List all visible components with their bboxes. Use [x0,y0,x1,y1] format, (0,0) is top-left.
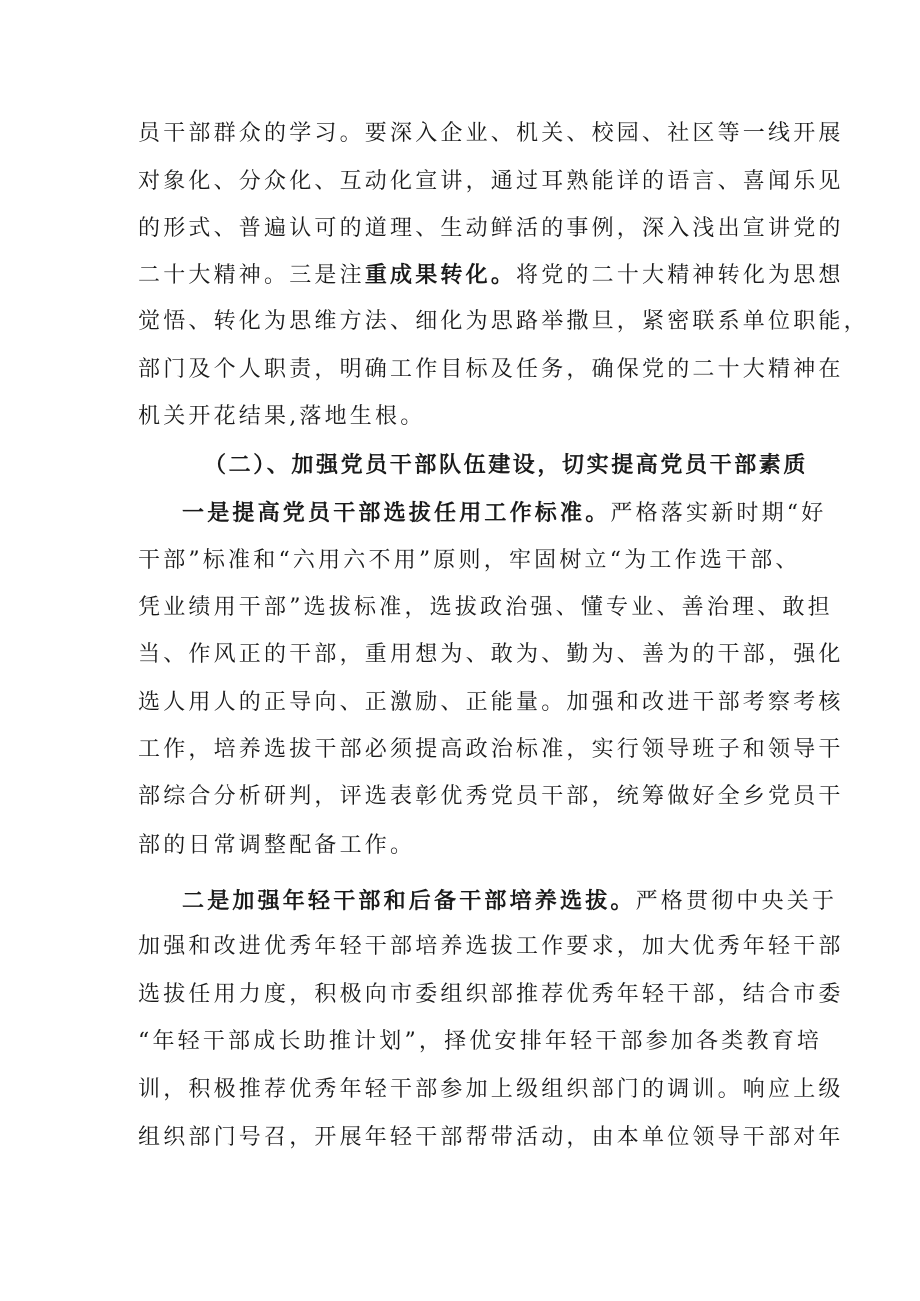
text-line: 工作，培养选拔干部必须提高政治标准，实行领导班子和领导干 [138,737,844,762]
section-heading: （二）、加强党员干部队伍建设，切实提高党员干部素质 [204,452,809,478]
text-line: 组织部门号召，开展年轻干部帮带活动，由本单位领导干部对年 [138,1125,844,1150]
text-span: 严格贯彻中央关于 [635,889,838,914]
text-line: 干部”标准和“六用六不用”原则，牢固树立“为工作选干部、 [138,548,801,573]
text-line: “年轻干部成长助推计划”，择优安排年轻干部参加各类教育培 [138,1029,823,1054]
text-line: 当、作风正的干部，重用想为、敢为、勤为、善为的干部，强化 [138,642,844,667]
text-line: 觉悟、转化为思维方法、细化为思路举撒旦，紧密联系单位职能， [138,309,869,334]
text-line: 员干部群众的学习。要深入企业、机关、校园、社区等一线开展 [138,121,844,146]
text-line: 部门及个人职责，明确工作目标及任务，确保党的二十大精神在 [138,357,844,382]
text-line: 加强和改进优秀年轻干部培养选拔工作要求，加大优秀年轻干部 [138,934,844,959]
text-line: 部综合分析研判，评选表彰优秀党员干部，统筹做好全乡党员干 [138,784,844,809]
text-line: 凭业绩用干部”选拔标准，选拔政治强、懂专业、善治理、敢担 [138,595,833,620]
text-span: 将党的二十大精神转化为思想 [516,263,844,288]
text-span: 严格落实新时期“好 [610,501,827,526]
bold-phrase: 二是加强年轻干部和后备干部培养选拔。 [182,888,636,914]
text-line: 训，积极推荐优秀年轻干部参加上级组织部门的调训。响应上级 [138,1077,844,1102]
text-line [182,881,838,921]
text-line: 机关开花结果,落地生根。 [138,404,426,429]
bold-phrase: 重成果转化。 [364,262,517,288]
text-line: 部的日常调整配备工作。 [138,833,416,858]
text-line [182,493,827,533]
text-line: 选人用人的正导向、正激励、正能量。加强和改进干部考察考核 [138,690,844,715]
text-line: 对象化、分众化、互动化宣讲，通过耳熟能详的语言、喜闻乐见 [138,169,844,194]
text-line: 选拔任用力度，积极向市委组织部推荐优秀年轻干部，结合市委 [138,982,844,1007]
text-line [138,255,844,295]
text-span: 二十大精神。三是注 [138,263,365,288]
text-line: 的形式、普遍认可的道理、生动鲜活的事例，深入浅出宣讲党的 [138,216,844,241]
bold-phrase: 一是提高党员干部选拔任用工作标准。 [182,500,611,526]
